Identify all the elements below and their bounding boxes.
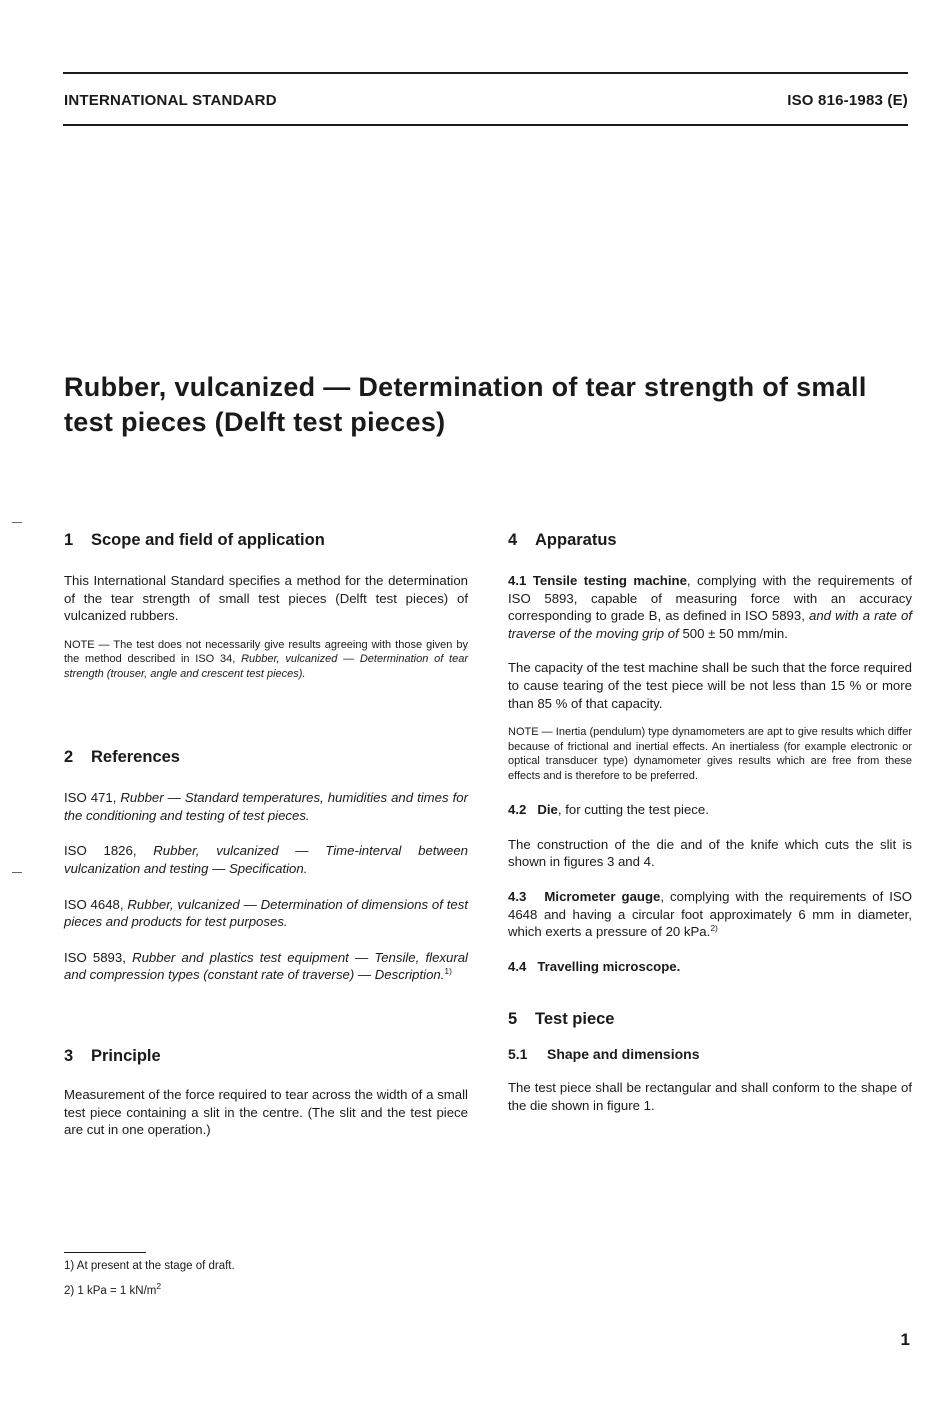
footnote-ref-2[interactable]: 2): [710, 923, 718, 934]
footnote-ref-1[interactable]: 1): [444, 966, 452, 977]
section-5: [508, 1009, 912, 1114]
section-3: [64, 1046, 468, 1139]
document-title: Rubber, vulcanized — Determination of tear strength of small test pieces (Delft test pieces): [64, 372, 867, 437]
header-top-rule: [63, 72, 908, 74]
section-3-body: Measurement of the force required to tear across the width of a small test piece containing a slit in the centre. (The slit and the test piece are cut in one operation.): [64, 1087, 468, 1138]
footnote-2: 2) 1 kPa = 1 $kN/m^2$: [64, 1281, 162, 1297]
footnote-rule: [64, 1252, 146, 1253]
section-3-heading: 3 Principle: [64, 1047, 161, 1066]
reference-item: ISO 5893, Rubber and plastics test equipment — Tensile, flexural and compression types (constant rate of traverse) — Description.$^{1)}$: [64, 949, 468, 983]
clause-4-4: 4.4 Travelling microscope.: [508, 958, 681, 974]
section-1-body: This International Standard specifies a method for the determination of the tear strength of small test pieces (Delft test pieces) of vulcanized rubbers.: [64, 573, 468, 624]
die-construction-paragraph: The construction of the die and of the knife which cuts the slit is shown in figures 3 and 4.: [508, 836, 912, 870]
section-5-1-body: The test piece shall be rectangular and shall conform to the shape of the die shown in figure 1.: [508, 1080, 912, 1113]
reference-list: [64, 789, 468, 984]
inertia-note: NOTE — Inertia (pendulum) type dynamometers are apt to give results which differ because of frictional and inertial effects. An inertialess (for example electronic or optical transducer type) dynamometer gives results which are free from these effects and is therefore to be preferred.: [508, 726, 912, 782]
clause-4-1: 4.1 Tensile testing machine, complying with the requirements of ISO 5893, capable of measuring force with an accuracy corresponding to grade B, as defined in ISO 5893, and with a rate of traverse of the moving grip of 500 ± 50 mm/min.: [508, 573, 912, 641]
subsection-5-1-heading: 5.1 Shape and dimensions: [508, 1046, 700, 1063]
section-1: [64, 530, 468, 681]
section-4: [508, 530, 912, 975]
page-number: 1: [900, 1330, 910, 1349]
section-1-heading: 1 Scope and field of application: [64, 531, 325, 549]
reference-item: ISO 471, Rubber — Standard temperatures, humidities and times for the conditioning and testing of test pieces.: [64, 790, 468, 823]
section-2-heading: 2 References: [64, 748, 180, 767]
capacity-paragraph: The capacity of the test machine shall be such that the force required to cause tearing of the test piece will be not less than 15 % or more than 85 % of that capacity.: [508, 660, 912, 711]
margin-mark: [12, 872, 22, 873]
clause-4-2: 4.2 Die, for cutting the test piece.: [508, 802, 709, 818]
section-1-note: NOTE — The test does not necessarily give results agreeing with those given by the method described in ISO 34, Rubber, vulcanized — Determination of tear strength (trouser, angle and crescent test pieces).: [64, 638, 468, 680]
section-4-heading: 4 Apparatus: [508, 531, 617, 549]
right-column: [508, 530, 912, 1115]
footnote-1: 1) At present at the stage of draft.: [64, 1260, 235, 1272]
header-right: ISO 816-1983 (E): [787, 92, 908, 109]
section-5-heading: 5 Test piece: [508, 1010, 615, 1029]
reference-item: ISO 1826, Rubber, vulcanized — Time-interval between vulcanization and testing — Specification.: [64, 843, 468, 877]
header-bottom-rule: [63, 124, 908, 126]
header-left: INTERNATIONAL STANDARD: [64, 92, 277, 109]
section-2: [64, 747, 468, 984]
reference-item: ISO 4648, Rubber, vulcanized — Determination of dimensions of test pieces and products for test purposes.: [64, 896, 469, 930]
clause-4-3: 4.3 Micrometer gauge, complying with the requirements of ISO 4648 and having a circular foot approximately 6 mm in diameter, which exerts a pressure of 20 kPa.$^{2)}$: [508, 888, 912, 940]
left-column: [64, 530, 468, 1139]
margin-mark: [12, 522, 22, 523]
